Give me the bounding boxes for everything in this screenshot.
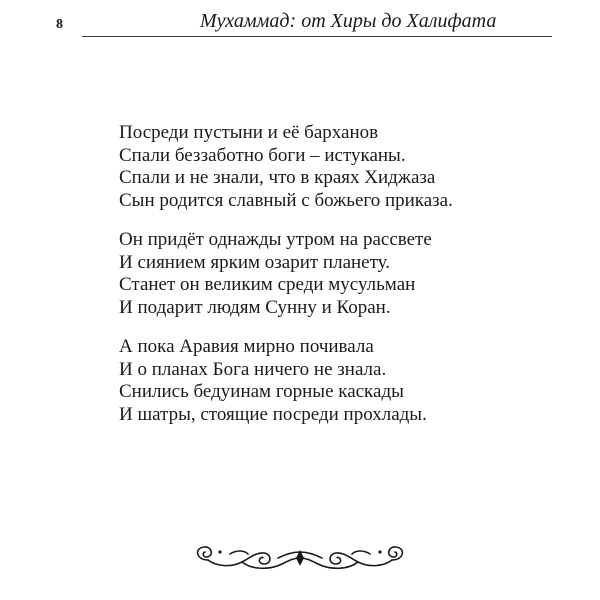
poem-line: И подарит людям Сунну и Коран.: [119, 296, 391, 318]
running-head-title: Мухаммад: от Хиры до Халифата: [200, 10, 497, 32]
poem-line: Сын родится славный с божьего приказа.: [119, 189, 453, 211]
header-divider: [82, 36, 552, 37]
poem: [119, 122, 559, 443]
poem-line: Посреди пустыни и её барханов: [119, 122, 379, 143]
stanza: [119, 229, 559, 319]
stanza: [119, 122, 559, 212]
poem-line: Спали беззаботно боги – истуканы.: [119, 144, 406, 166]
stanza: [119, 336, 559, 426]
flourish-ornament-icon: [190, 540, 410, 576]
poem-line: А пока Аравия мирно почивала: [119, 336, 374, 357]
poem-line: И о планах Бога ничего не знала.: [119, 358, 387, 380]
poem-line: И шатры, стоящие посреди прохлады.: [119, 403, 427, 425]
poem-line: Он придёт однажды утром на рассвете: [119, 229, 432, 250]
poem-line: Снились бедуинам горные каскады: [119, 381, 404, 402]
page-number: 8: [56, 17, 63, 32]
poem-line: И сиянием ярким озарит планету.: [119, 251, 391, 273]
poem-line: Станет он великим среди мусульман: [119, 274, 416, 295]
poem-line: Спали и не знали, что в краях Хиджаза: [119, 167, 436, 188]
